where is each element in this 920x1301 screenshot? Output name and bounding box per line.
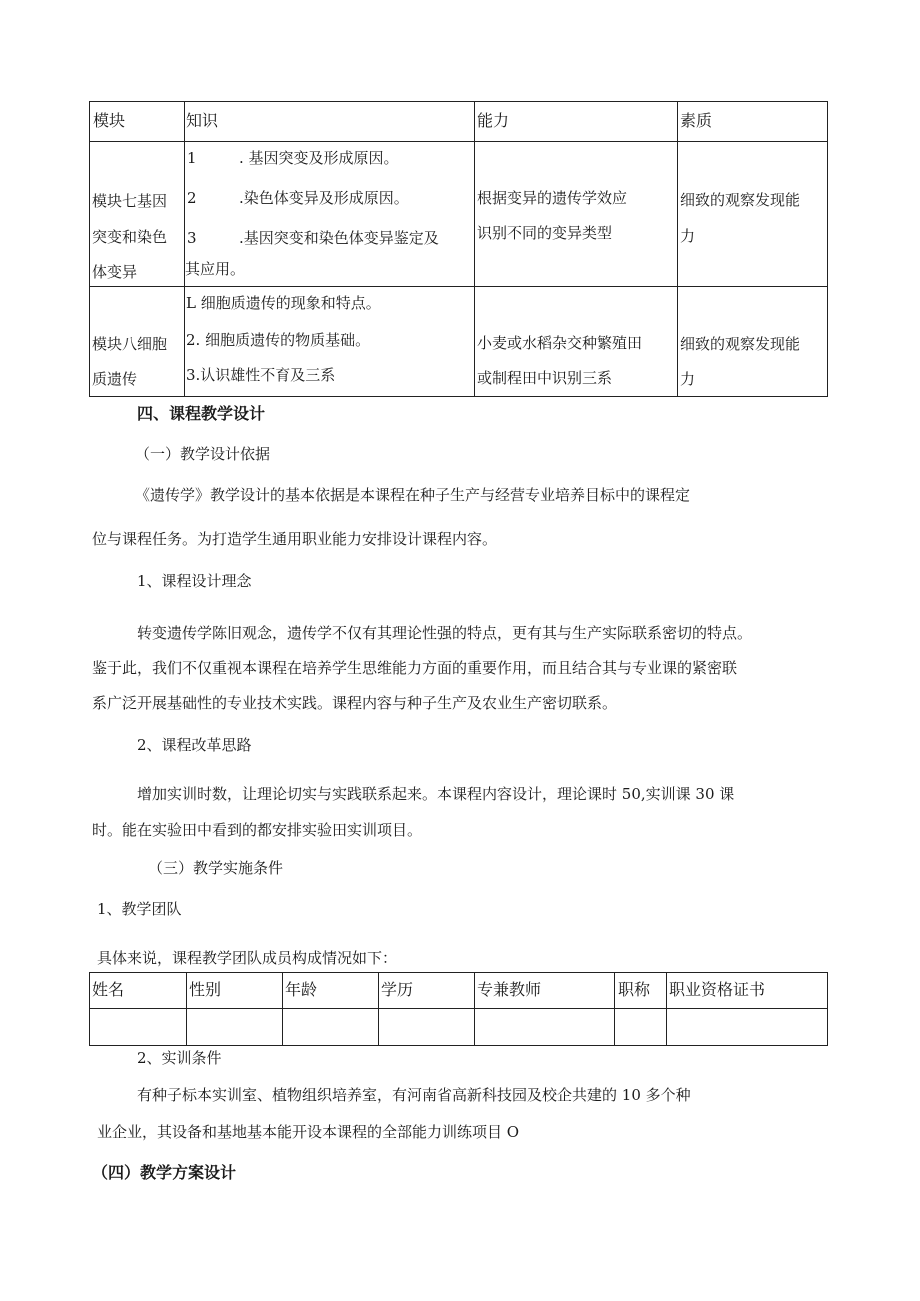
ability-cell: 根据变异的遗传学效应 [477, 189, 628, 207]
team-header: 职称 [618, 980, 651, 999]
knowledge-item: .染色体变异及形成原因。 [239, 189, 409, 207]
quality-cell: 力 [680, 227, 696, 245]
paragraph-line: 转变遗传学陈旧观念，遗传学不仅有其理论性强的特点，更有其与生产实际联系密切的特点。 [137, 624, 753, 642]
ability-cell: 识别不同的变异类型 [477, 224, 613, 242]
team-header: 职业资格证书 [669, 980, 766, 999]
module-cell: 模块八细胞 [92, 335, 168, 353]
paragraph-line: 时。能在实验田中看到的都安排实验田实训项目。 [92, 821, 423, 839]
quality-cell: 细致的观察发现能 [680, 335, 801, 353]
team-header: 学历 [381, 980, 414, 999]
team-header: 性别 [189, 980, 222, 999]
header-module: 模块 [93, 111, 126, 130]
paragraph-line: 《遗传学》教学设计的基本依据是本课程在种子生产与经营专业培养目标中的课程定 [135, 486, 691, 504]
team-header: 年龄 [285, 980, 318, 999]
module-cell: 模块七基因 [92, 192, 168, 210]
knowledge-item: 2. 细胞质遗传的物质基础。 [186, 331, 371, 349]
subsection-title: （一）教学设计依据 [135, 445, 271, 463]
knowledge-num: 2 [187, 189, 197, 207]
ability-cell: 或制程田中识别三系 [477, 369, 613, 387]
header-quality: 素质 [680, 111, 713, 130]
knowledge-item: .基因突变和染色体变异鉴定及 [239, 229, 439, 247]
paragraph-line: 位与课程任务。为打造学生通用职业能力安排设计课程内容。 [92, 530, 498, 548]
item-heading: 1、课程设计理念 [137, 572, 252, 590]
item-heading: 1、教学团队 [97, 900, 182, 918]
paragraph-line: 系广泛开展基础性的专业技术实践。课程内容与种子生产及农业生产密切联系。 [92, 694, 618, 712]
paragraph-line: 具体来说，课程教学团队成员构成情况如下： [97, 949, 398, 967]
knowledge-num: 3 [187, 229, 197, 247]
paragraph-line: 有种子标本实训室、植物组织培养室，有河南省高新科技园及校企共建的 10 多个种 [137, 1086, 691, 1104]
team-header: 专兼教师 [477, 980, 542, 999]
paragraph-line: 增加实训时数，让理论切实与实践联系起来。本课程内容设计，理论课时 50,实训课 30 课 [137, 785, 735, 803]
item-heading: 2、实训条件 [137, 1049, 222, 1067]
knowledge-item: . 基因突变及形成原因。 [239, 149, 399, 167]
knowledge-item: 其应用。 [185, 260, 246, 278]
quality-cell: 细致的观察发现能 [680, 191, 801, 209]
paragraph-line: 业企业，其设备和基地基本能开设本课程的全部能力训练项目 O [97, 1123, 520, 1141]
header-knowledge: 知识 [186, 111, 219, 130]
section-title: （四）教学方案设计 [92, 1163, 237, 1182]
module-cell: 突变和染色 [92, 228, 168, 246]
team-header: 姓名 [92, 980, 125, 999]
knowledge-item: 3.认识雄性不育及三系 [186, 366, 336, 384]
subsection-title: （三）教学实施条件 [148, 859, 284, 877]
team-table [89, 972, 828, 1046]
module-cell: 质遗传 [92, 370, 138, 388]
ability-cell: 小麦或水稻杂交种繁殖田 [477, 334, 643, 352]
paragraph-line: 鉴于此，我们不仅重视本课程在培养学生思维能力方面的重要作用，而且结合其与专业课的紧密联 [92, 659, 738, 677]
header-ability: 能力 [477, 111, 510, 130]
module-table [89, 101, 828, 397]
knowledge-num: 1 [187, 149, 197, 167]
module-cell: 体变异 [92, 263, 138, 281]
quality-cell: 力 [680, 370, 696, 388]
item-heading: 2、课程改革思路 [137, 736, 252, 754]
section-title: 四、课程教学设计 [137, 404, 266, 423]
knowledge-item: L 细胞质遗传的现象和特点。 [186, 294, 381, 312]
